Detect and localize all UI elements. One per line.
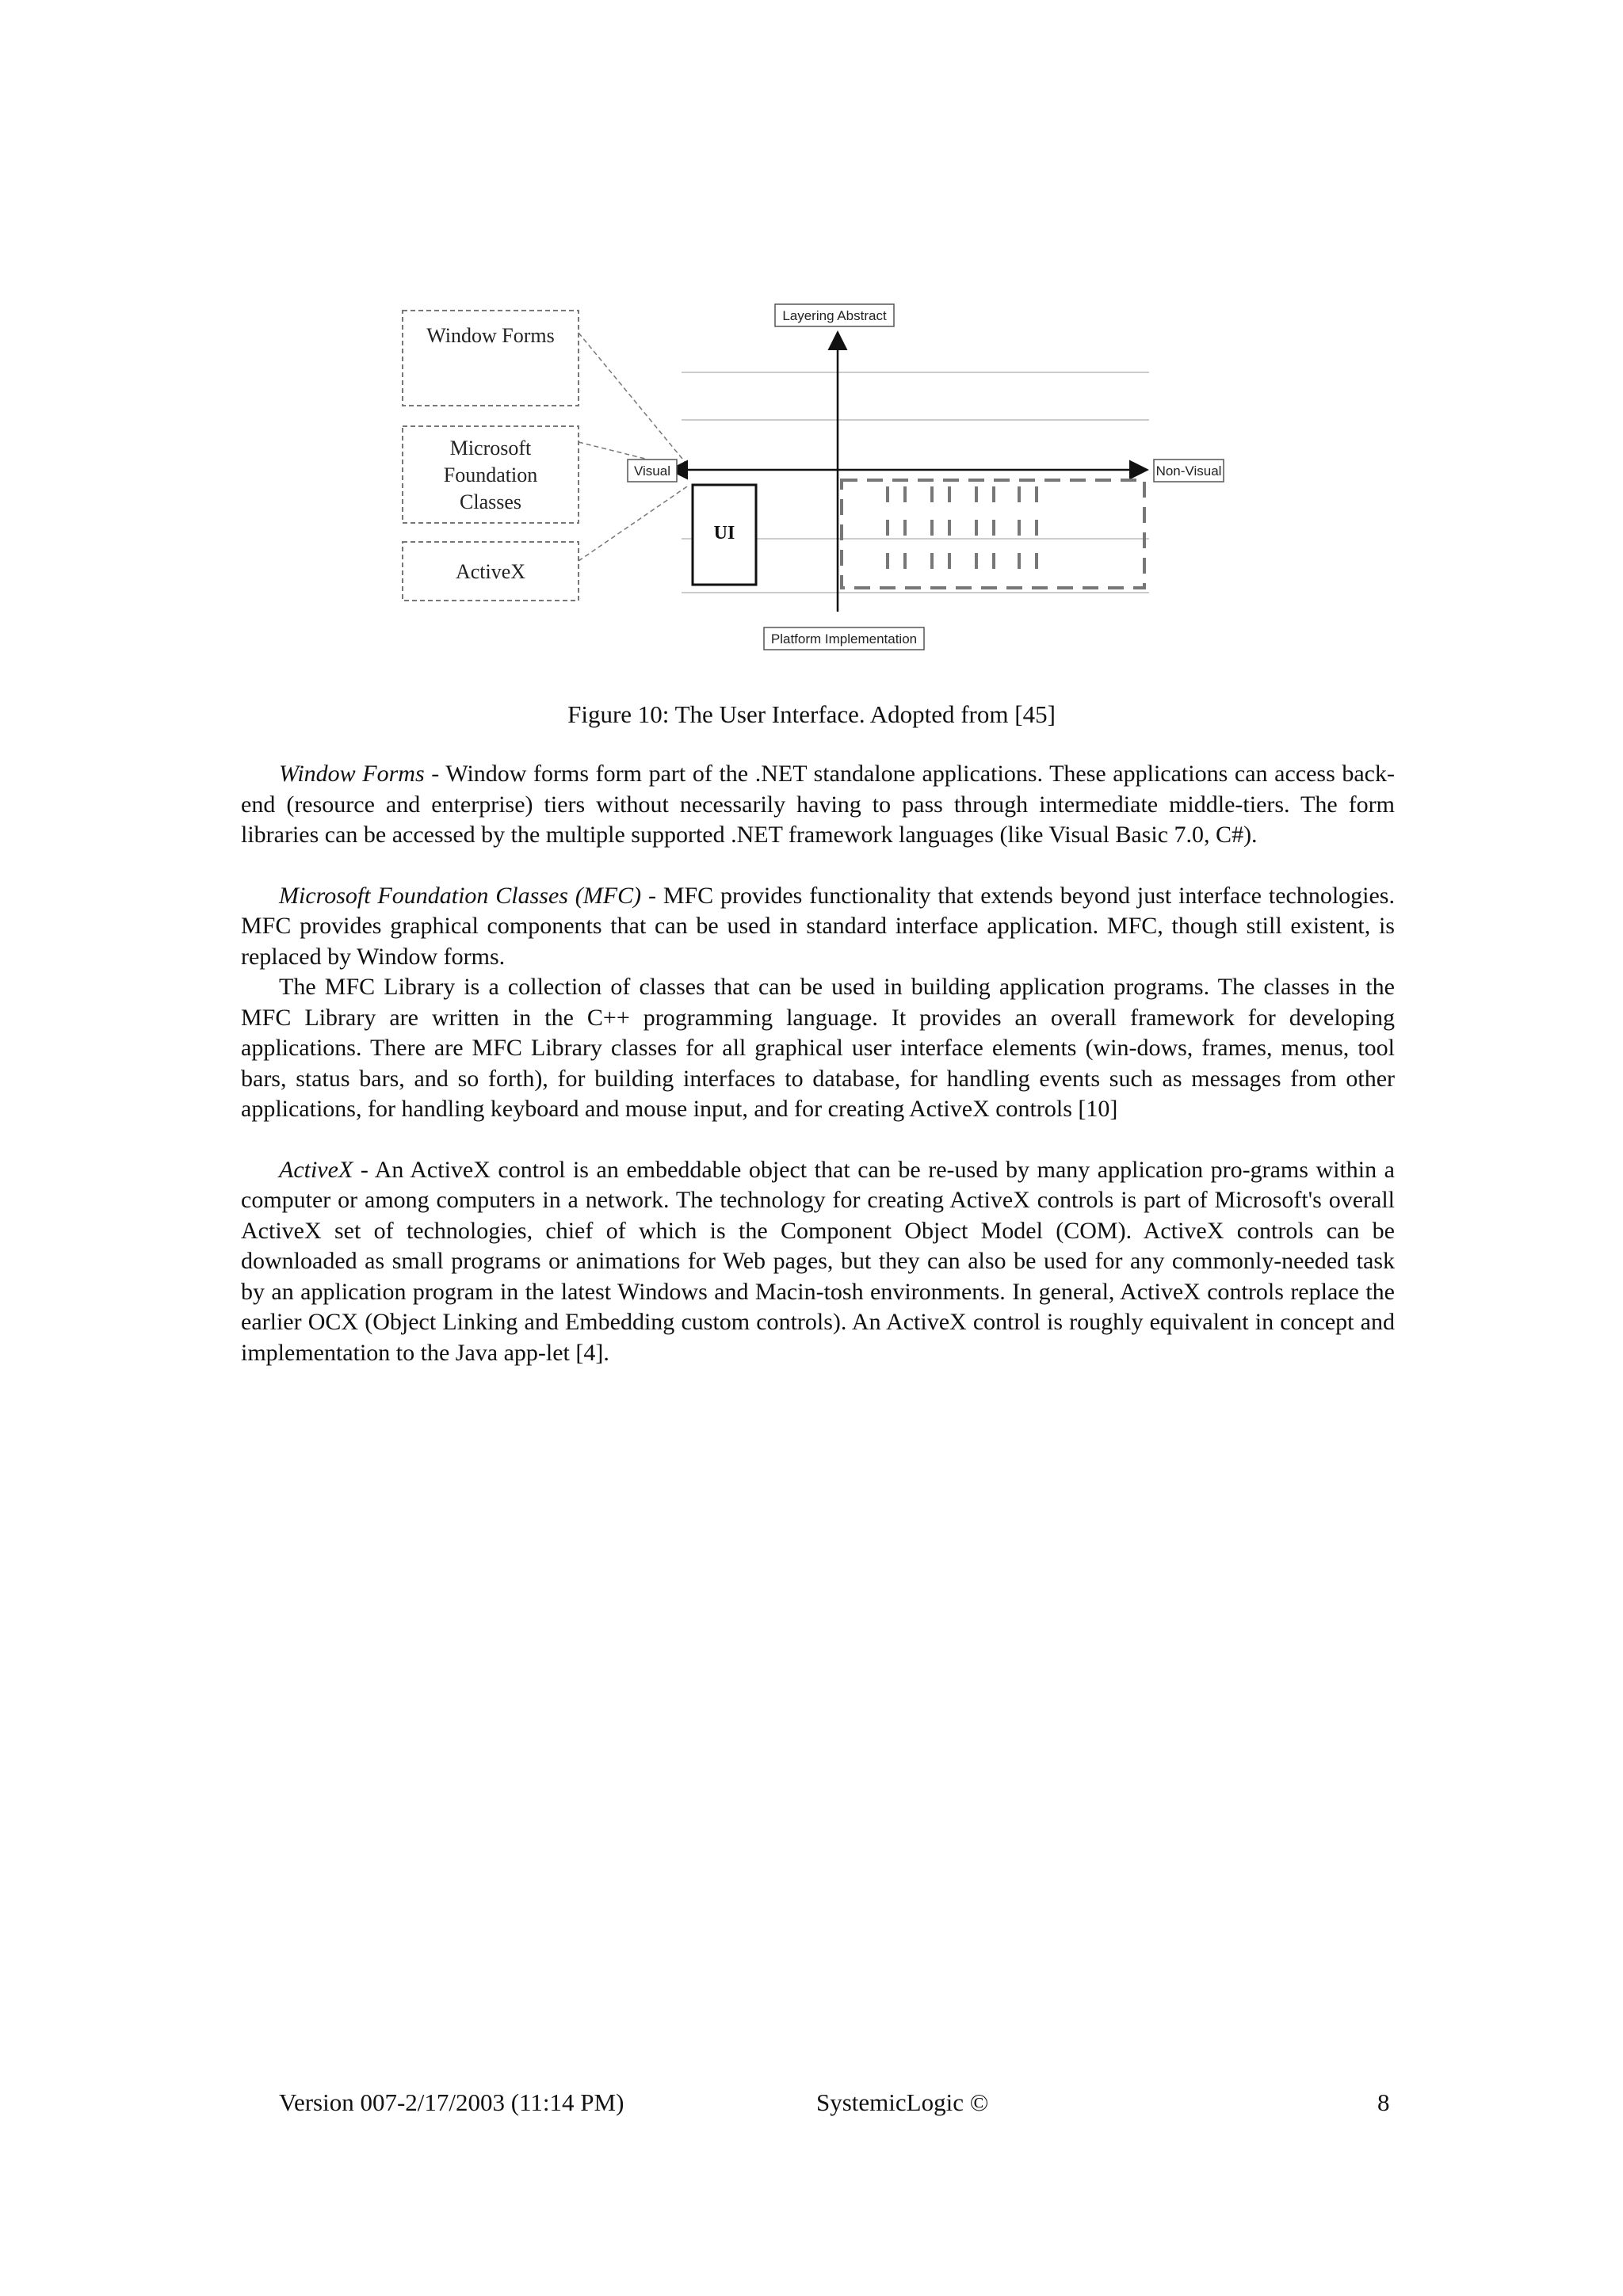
body-text xyxy=(241,759,1395,1368)
mfc-label-line1: Microsoft xyxy=(449,437,532,460)
connector-activex xyxy=(579,485,689,561)
axis-label-top: Layering Abstract xyxy=(782,308,887,323)
paragraph-mfc-text: - MFC provides functionality that extends beyond just interface technologies. MFC provides graphical components that can be used in standard interface application. MFC, though still existent, is replaced by Window forms. xyxy=(241,882,1395,970)
ui-label: UI xyxy=(713,523,735,543)
axis-label-bottom: Platform Implementation xyxy=(770,631,918,646)
ui-layer-figure xyxy=(388,301,1244,658)
paragraph-mfc-library: The MFC Library is a collection of classes that can be used in building application programs. The classes in the MFC Library are written in the C++ programming language. It provides an overall framework for developing applications. There are MFC Library classes for all graphical user interface elements (win-dows, frames, menus, tool bars, status bars, and so forth), for building interfaces to database, for handling events such as messages from other applications, for handling keyboard and mouse input, and for creating ActiveX controls [10] xyxy=(241,974,1395,1122)
ui-layer-diagram xyxy=(388,301,1244,658)
term-activex: ActiveX xyxy=(279,1156,353,1183)
mfc-label-line3: Classes xyxy=(460,490,521,513)
term-window-forms: Window Forms xyxy=(279,761,425,787)
footer-version: Version 007-2/17/2003 (11:14 PM) xyxy=(279,2088,624,2116)
page-number: 8 xyxy=(1377,2088,1390,2116)
axis-label-right: Non-Visual xyxy=(1155,463,1222,479)
mfc-label-line2: Foundation xyxy=(443,463,538,486)
paragraph-window-forms-text: - Window forms form part of the .NET standalone applications. These applications can access back-end (resource and enterprise) tiers without necessarily having to pass through intermediate middle-tiers. The form libraries can be accessed by the multiple supported .NET framework languages (like Visual Basic 7.0, C#). xyxy=(241,761,1395,848)
paragraph-activex xyxy=(241,1155,1395,1369)
paragraph-window-forms xyxy=(241,759,1395,851)
figure-caption: Figure 10: The User Interface. Adopted from [45] xyxy=(567,700,1056,728)
axis-label-left: Visual xyxy=(634,463,670,479)
footer-company: SystemicLogic © xyxy=(816,2088,989,2116)
window-forms-label: Window Forms xyxy=(426,324,555,347)
term-mfc: Microsoft Foundation Classes (MFC) xyxy=(279,882,642,909)
paragraph-activex-text: - An ActiveX control is an embeddable object that can be re-used by many application pro-grams within a computer or among computers in a network. The technology for creating ActiveX controls is part of Microsoft's overall ActiveX set of technologies, chief of which is the Component Object Model (COM). ActiveX controls can be downloaded as small programs or animations for Web pages, but they can also be used for any commonly-needed task by an application program in the latest Windows and Macin-tosh environments. In general, ActiveX controls replace the earlier OCX (Object Linking and Embedding custom controls). An ActiveX control is roughly equivalent in concept and implementation to the Java app-let [4]. xyxy=(241,1156,1395,1366)
connector-window-forms xyxy=(579,333,689,467)
paragraph-mfc xyxy=(241,881,1395,973)
activex-label: ActiveX xyxy=(455,560,526,583)
